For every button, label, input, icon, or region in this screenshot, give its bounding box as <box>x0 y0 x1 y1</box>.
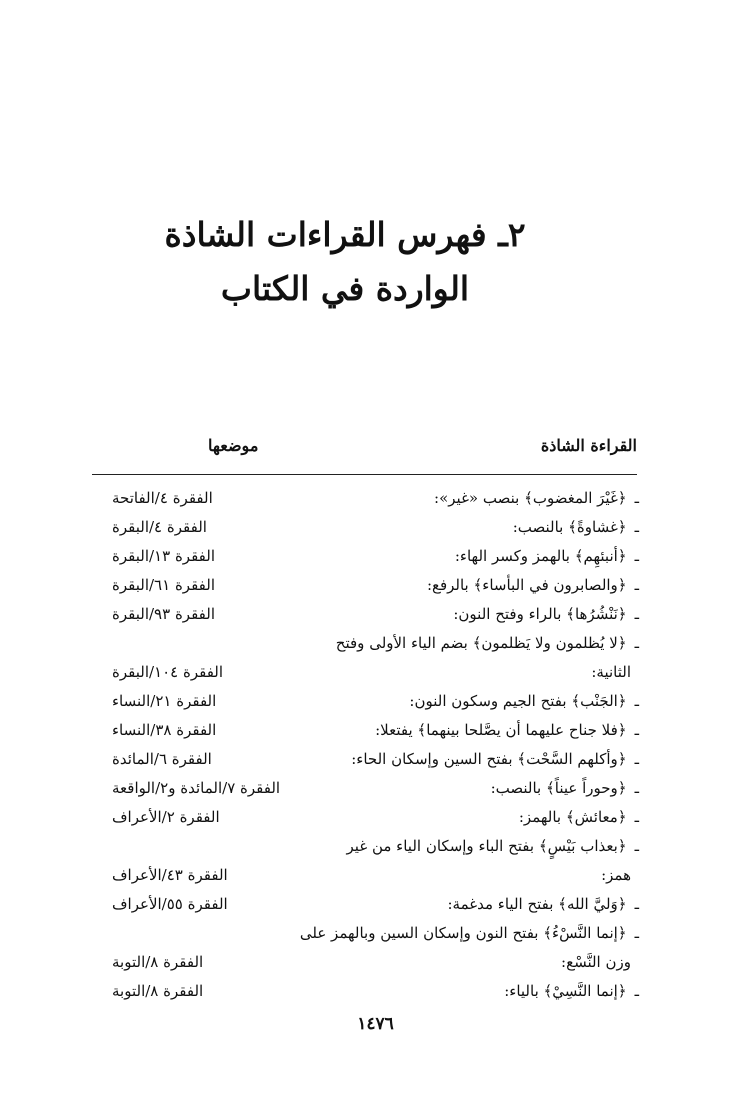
list-item <box>0 890 751 919</box>
entry-dash: ـ <box>634 837 639 855</box>
index-title <box>150 208 540 316</box>
reading-location: الفقرة ٥٥/الأعراف <box>112 895 228 913</box>
reading-label: ﴿والصابرون في البأساء﴾ بالرفع: <box>426 576 627 594</box>
reading-text <box>427 571 639 600</box>
list-item <box>0 542 751 571</box>
reading-label: ﴿غَيْرَ المغضوب﴾ بنصب «غير»: <box>434 489 627 507</box>
entry-dash: ـ <box>634 692 639 710</box>
list-item <box>0 658 751 687</box>
reading-label: ﴿وحوراً عيناً﴾ بالنصب: <box>490 779 627 797</box>
entry-dash: ـ <box>634 750 639 768</box>
reading-label: ﴿فلا جناح عليهما أن يصَّلحا بينهما﴾ يفتعلا: <box>375 721 627 739</box>
header-divider <box>92 474 637 475</box>
reading-location: الفقرة ٦/المائدة <box>112 750 212 768</box>
list-item <box>0 484 751 513</box>
reading-label: ﴿إنما النَّسْءُ﴾ بفتح النون وإسكان السين وبالهمز على <box>299 924 627 942</box>
title-line-2: الواردة في الكتاب <box>220 269 470 308</box>
reading-text <box>519 803 639 832</box>
reading-text <box>448 890 640 919</box>
reading-label: ﴿الجَنْب﴾ بفتح الجيم وسكون النون: <box>409 692 627 710</box>
entry-dash: ـ <box>634 634 639 652</box>
entry-dash: ـ <box>634 779 639 797</box>
reading-location: الفقرة ٤/الفاتحة <box>112 489 213 507</box>
entry-dash: ـ <box>634 605 639 623</box>
reading-label: همز: <box>601 866 631 884</box>
reading-label: ﴿إنما النَّسِيْ﴾ بالياء: <box>504 982 627 1000</box>
list-item <box>0 600 751 629</box>
reading-location: الفقرة ٨/التوبة <box>112 982 204 1000</box>
reading-label: الثانية: <box>591 663 631 681</box>
entry-dash: ـ <box>634 982 639 1000</box>
reading-location: الفقرة ٨/التوبة <box>112 953 204 971</box>
reading-label: وزن النَّسْع: <box>561 953 631 971</box>
entry-dash: ـ <box>634 808 639 826</box>
list-item <box>0 803 751 832</box>
reading-text <box>513 513 639 542</box>
list-item <box>0 716 751 745</box>
reading-text <box>347 832 639 861</box>
list-item <box>0 513 751 542</box>
reading-text <box>561 948 639 977</box>
reading-label: ﴿لا يُظلمون ولا يَظلمون﴾ بضم الياء الأولى وفتح <box>335 634 627 652</box>
reading-label: ﴿أنبئهِم﴾ بالهمز وكسر الهاء: <box>454 547 627 565</box>
entry-dash: ـ <box>634 518 639 536</box>
reading-location: الفقرة ١٠٤/البقرة <box>112 663 224 681</box>
reading-text <box>409 687 639 716</box>
entry-dash: ـ <box>634 721 639 739</box>
list-item <box>0 919 751 948</box>
reading-location: الفقرة ٣٨/النساء <box>112 721 217 739</box>
list-item <box>0 774 751 803</box>
reading-text <box>336 629 639 658</box>
entry-dash: ـ <box>634 489 639 507</box>
list-item <box>0 948 751 977</box>
entry-dash: ـ <box>634 576 639 594</box>
reading-label: ﴿وأكلهم السَّحْت﴾ بفتح السين وإسكان الحاء: <box>351 750 627 768</box>
reading-location: الفقرة ٢١/النساء <box>112 692 217 710</box>
list-item <box>0 861 751 890</box>
reading-text <box>591 658 639 687</box>
list-item <box>0 571 751 600</box>
reading-label: ﴿نَنْشُرُها﴾ بالراء وفتح النون: <box>453 605 627 623</box>
reading-label: ﴿غشاوةً﴾ بالنصب: <box>512 518 627 536</box>
entry-dash: ـ <box>634 895 639 913</box>
reading-text <box>300 919 639 948</box>
reading-list <box>0 484 751 1006</box>
page-number: ١٤٧٦ <box>357 1014 394 1034</box>
reading-text <box>504 977 639 1006</box>
reading-location: الفقرة ٤٣/الأعراف <box>112 866 228 884</box>
reading-location: الفقرة ٦١/البقرة <box>112 576 215 594</box>
list-item <box>0 977 751 1006</box>
column-header-reading: القراءة الشاذة <box>540 436 637 455</box>
reading-location: الفقرة ١٣/البقرة <box>112 547 215 565</box>
reading-label: ﴿بعذاب بَيْسٍ﴾ بفتح الباء وإسكان الياء من غير <box>346 837 627 855</box>
list-item <box>0 745 751 774</box>
reading-location: الفقرة ٢/الأعراف <box>112 808 220 826</box>
reading-location: الفقرة ٧/المائدة و٢/الواقعة <box>112 779 281 797</box>
reading-text <box>375 716 639 745</box>
list-item <box>0 629 751 658</box>
column-header-location: موضعها <box>208 436 259 455</box>
list-item <box>0 687 751 716</box>
entry-dash: ـ <box>634 924 639 942</box>
list-item <box>0 832 751 861</box>
reading-text <box>491 774 639 803</box>
reading-text <box>351 745 639 774</box>
title-line-1: ٢ـ فهرس القراءات الشاذة <box>164 215 526 254</box>
reading-location: الفقرة ٤/البقرة <box>112 518 207 536</box>
reading-location: الفقرة ٩٣/البقرة <box>112 605 215 623</box>
reading-label: ﴿وَليَّ الله﴾ بفتح الياء مدغمة: <box>447 895 627 913</box>
reading-text <box>455 542 639 571</box>
reading-text <box>453 600 639 629</box>
reading-text <box>434 484 639 513</box>
reading-label: ﴿معائش﴾ بالهمز: <box>518 808 627 826</box>
entry-dash: ـ <box>634 547 639 565</box>
reading-text <box>601 861 639 890</box>
